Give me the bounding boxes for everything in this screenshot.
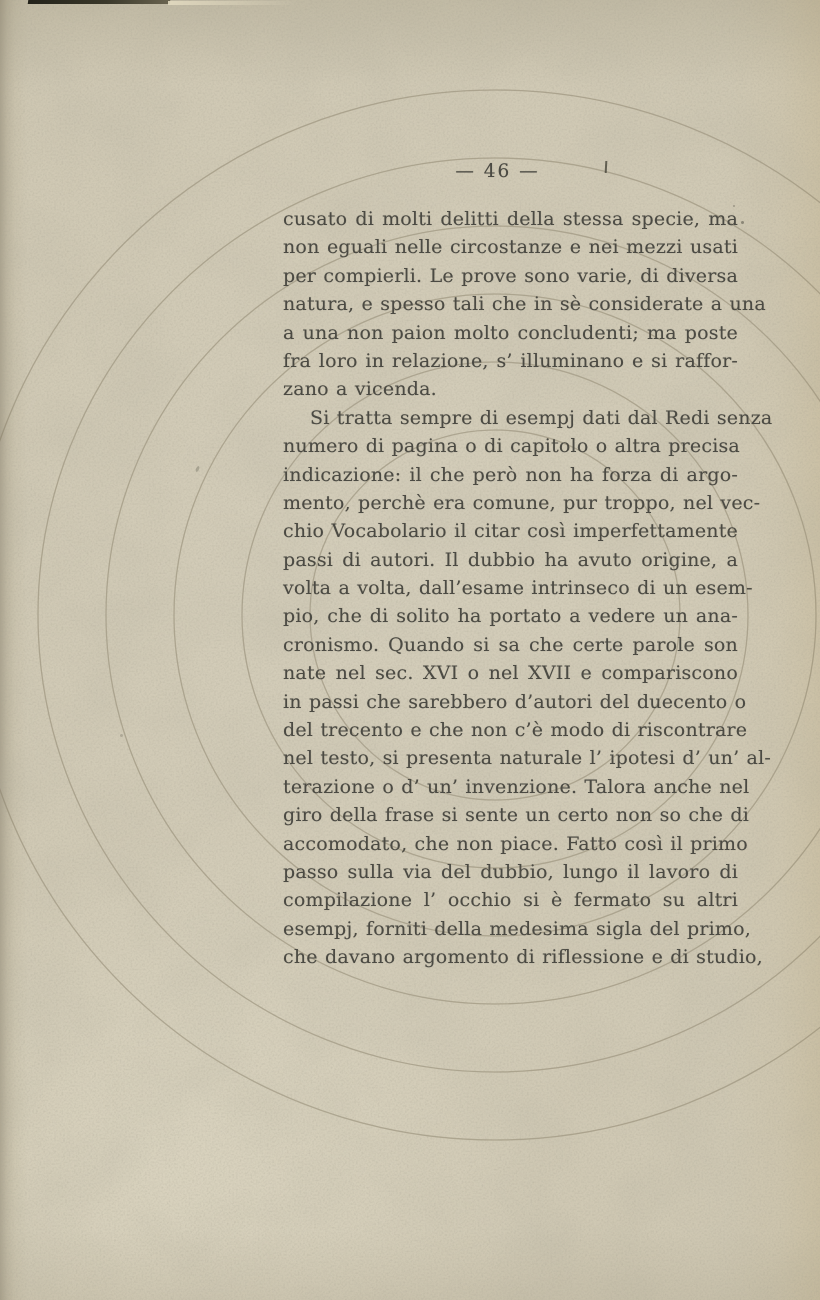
text-line: numero di pagina o di capitolo o altra precisa — [283, 435, 740, 458]
text-line: giro della frase si sente un certo non so che di — [283, 804, 749, 827]
ink-speck — [733, 205, 735, 207]
text-line: volta a volta, dall’esame intrinseco di un esem- — [283, 577, 753, 600]
text-line: terazione o d’ un’ invenzione. Talora anche nel — [283, 775, 750, 798]
text-line: cronismo. Quando si sa che certe parole son — [283, 633, 738, 656]
text-line: per compierli. Le prove sono varie, di diversa — [283, 264, 738, 287]
text-line: natura, e spesso tali che in sè considerate a una — [283, 293, 766, 316]
ink-speck — [120, 734, 123, 737]
ink-speck — [741, 221, 744, 224]
text-line: compilazione l’ occhio si è fermato su altri — [283, 889, 738, 912]
text-line: fra loro in relazione, s’ illuminano e si raffor- — [283, 349, 738, 372]
text-line: del trecento e che non c’è modo di riscontrare — [283, 719, 748, 742]
text-line: passo sulla via del dubbio, lungo il lavoro di — [283, 860, 738, 883]
text-line: Si tratta sempre di esempj dati dal Redi senza — [310, 406, 773, 429]
binding-edge-streak — [168, 1, 298, 5]
text-line: cusato di molti delitti della stessa specie, ma — [283, 208, 738, 230]
text-line: non eguali nelle circostanze e nei mezzi usati — [283, 236, 738, 259]
text-line: nate nel sec. XVI o nel XVII e compariscono — [283, 662, 738, 685]
text-line: zano a vicenda. — [283, 378, 437, 401]
binding-edge-sliver — [28, 0, 171, 4]
text-line: mento, perchè era comune, pur troppo, nel vec- — [283, 491, 761, 514]
text-line: accomodato, che non piace. Fatto così il primo — [283, 832, 748, 855]
text-line: nel testo, si presenta naturale l’ ipotesi d’ un’ al- — [283, 747, 771, 770]
page-text — [283, 205, 773, 972]
page-number: — 46 — — [455, 161, 540, 182]
text-line: chio Vocabolario il citar così imperfettamente — [283, 520, 738, 543]
text-line: indicazione: il che però non ha forza di argo- — [283, 463, 738, 486]
text-line: in passi che sarebbero d’autori del duecento o — [283, 690, 747, 713]
text-line: esempj, forniti della medesima sigla del primo, — [283, 917, 751, 940]
text-line: che davano argomento di riflessione e di studio, — [283, 946, 763, 969]
text-line: a una non paion molto concludenti; ma poste — [283, 321, 738, 344]
text-line: pio, che di solito ha portato a vedere un ana- — [283, 605, 738, 628]
text-line: passi di autori. Il dubbio ha avuto origine, a — [283, 548, 738, 571]
